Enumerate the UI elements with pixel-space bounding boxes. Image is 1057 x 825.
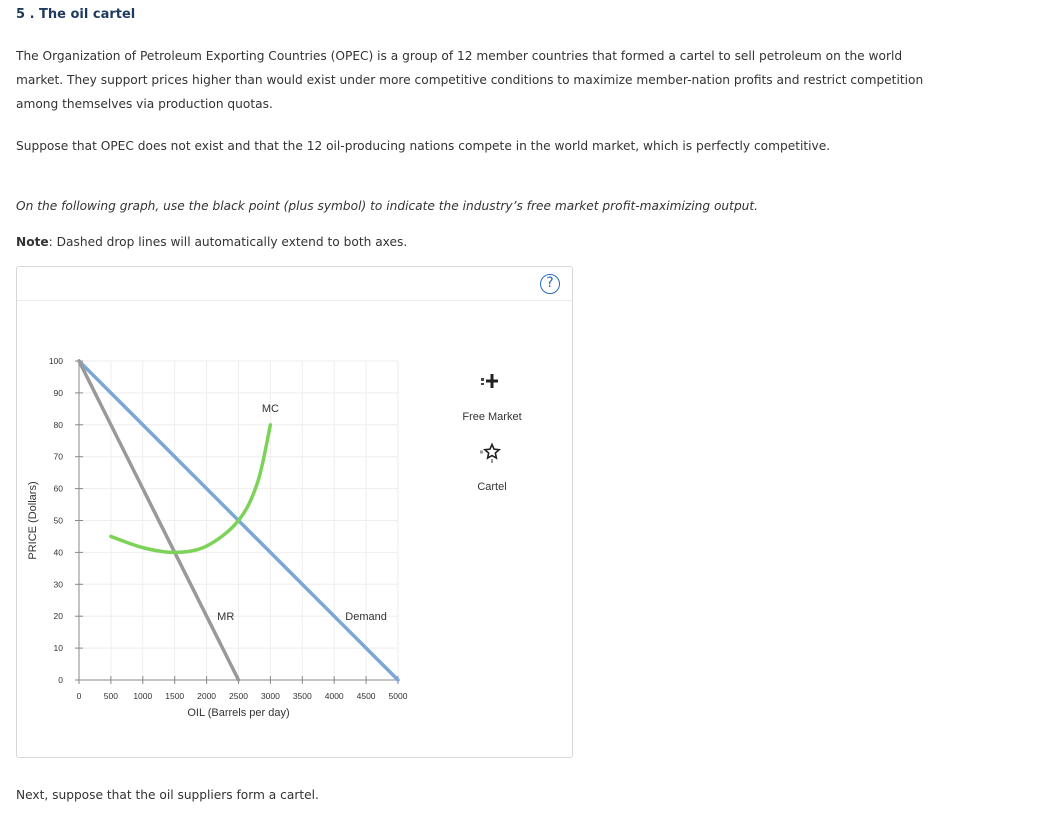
x-tick-label: 3000 [260,691,280,701]
plus-point-icon [481,378,484,381]
y-axis-title: PRICE (Dollars) [27,481,39,560]
plus-point-icon [481,383,484,385]
x-axis-title: OIL (Barrels per day) [187,707,290,719]
market-graph[interactable] [17,267,572,757]
y-tick-label: 70 [53,451,63,462]
note-line [16,230,407,254]
x-tick-label: 5000 [388,691,408,701]
x-tick-label: 500 [103,691,118,701]
y-tick-label: 100 [48,356,63,366]
x-tick-label: 3500 [292,691,312,701]
x-tick-label: 1500 [165,691,185,701]
next-paragraph: Next, suppose that the oil suppliers form a cartel. [16,788,319,802]
mr-curve-label: MR [217,611,235,624]
plus-point-icon [486,374,498,388]
y-tick-label: 80 [53,419,63,430]
x-tick-label: 4500 [356,691,376,701]
star-point-icon [485,445,499,459]
y-tick-label: 60 [53,483,63,494]
y-tick-label: 0 [58,675,63,685]
demand-curve-label: Demand [345,611,387,624]
star-point-icon [480,451,483,454]
star-point-icon [491,459,493,463]
graph-instruction: On the following graph, use the black point (plus symbol) to indicate the industry’s free market profit-maximizing output. [16,199,759,213]
y-tick-label: 20 [53,611,63,622]
note-text: : Dashed drop lines will automatically extend to both axes. [48,235,408,249]
cartel-label: Cartel [477,481,507,493]
x-tick-label: 1000 [133,691,153,701]
x-tick-label: 2000 [197,691,217,701]
y-tick-label: 30 [53,579,63,590]
note-label: Note [16,235,49,249]
y-tick-label: 50 [53,515,63,526]
y-tick-label: 90 [53,387,63,398]
y-tick-label: 10 [53,643,63,654]
free-market-label: Free Market [462,411,522,423]
mc-curve-label: MC [261,403,279,416]
x-tick-label: 4000 [324,691,344,701]
question-heading: 5 . The oil cartel [16,7,136,22]
cartel-star-tool[interactable] [480,445,499,464]
intro-paragraph: The Organization of Petroleum Exporting Countries (OPEC) is a group of 12 member countries that formed a cartel to sell petroleum on the world market. They support prices higher than would exist under more competitive conditions to maximize member-nation profits and restrict competition among themselves via production quotas. [16,49,924,111]
help-icon[interactable]: ? [540,274,560,294]
free-market-plus-tool[interactable] [481,374,498,388]
graph-panel [16,266,573,758]
x-tick-label: 0 [76,691,82,701]
x-tick-label: 2500 [229,691,248,701]
suppose-paragraph: Suppose that OPEC does not exist and that the 12 oil-producing nations compete in the world market, which is perfectly competitive. [16,139,831,153]
y-tick-label: 40 [53,547,63,558]
